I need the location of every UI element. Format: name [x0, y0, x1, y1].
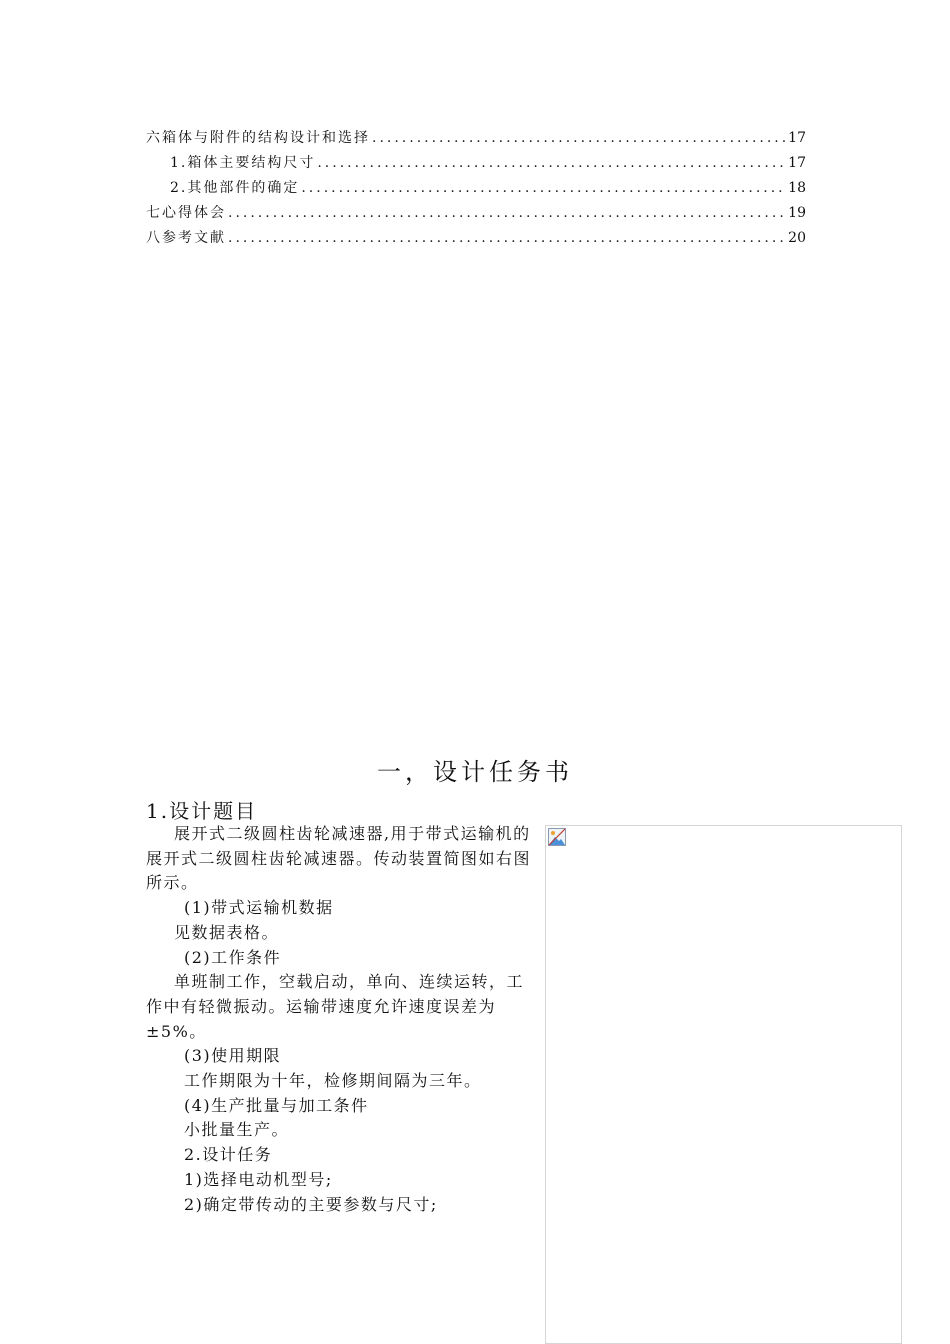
- paragraph: 展开式二级圆柱齿轮减速器,用于带式运输机的展开式二级圆柱齿轮减速器。传动装置简图如右图所示。: [146, 824, 532, 893]
- toc-dot-leader: [228, 201, 786, 226]
- toc-entry[interactable]: [146, 151, 806, 176]
- transmission-diagram-placeholder: [545, 825, 902, 1344]
- paragraph: (4)生产批量与加工条件: [184, 1095, 369, 1115]
- toc-dot-leader: [301, 176, 786, 201]
- paragraph: (3)使用期限: [184, 1046, 282, 1066]
- paragraph: 1)选择电动机型号;: [184, 1169, 333, 1189]
- toc-dot-leader: [317, 151, 786, 176]
- paragraph: 见数据表格。: [174, 922, 280, 942]
- toc-entry-title: 2.其他部件的确定: [170, 180, 300, 196]
- paragraph: 工作期限为十年，检修期间隔为三年。: [184, 1071, 482, 1091]
- toc-entry[interactable]: [146, 226, 806, 251]
- subsection-heading: 1.设计题目: [146, 799, 258, 823]
- toc-entry[interactable]: [146, 176, 806, 201]
- toc-entry-page: 20: [788, 230, 806, 246]
- toc-entry[interactable]: [146, 126, 806, 151]
- paragraph: 单班制工作，空载启动，单向、连续运转，工作中有轻微振动。运输带速度允许速度误差为±5%。: [146, 972, 525, 1041]
- broken-image-icon: [548, 828, 566, 846]
- paragraph: 2.设计任务: [184, 1145, 273, 1165]
- paragraph: 2)确定带传动的主要参数与尺寸;: [184, 1194, 438, 1214]
- toc-entry-page: 17: [788, 155, 806, 171]
- toc-entry-title: 1.箱体主要结构尺寸: [170, 155, 316, 171]
- body-text: [146, 822, 538, 1217]
- toc-entry-title: 八参考文献: [146, 230, 226, 246]
- toc-entry[interactable]: [146, 201, 806, 226]
- table-of-contents: [146, 126, 806, 251]
- toc-entry-page: 17: [788, 130, 806, 146]
- paragraph: (2)工作条件: [184, 947, 282, 967]
- paragraph: 小批量生产。: [184, 1120, 290, 1140]
- toc-entry-page: 18: [788, 180, 806, 196]
- toc-entry-title: 七心得体会: [146, 205, 226, 221]
- toc-entry-page: 19: [788, 205, 806, 221]
- toc-dot-leader: [228, 226, 786, 251]
- paragraph: (1)带式运输机数据: [184, 898, 334, 918]
- toc-dot-leader: [372, 126, 786, 151]
- toc-entry-title: 六箱体与附件的结构设计和选择: [146, 130, 370, 146]
- section-heading: 一，设计任务书: [377, 758, 573, 786]
